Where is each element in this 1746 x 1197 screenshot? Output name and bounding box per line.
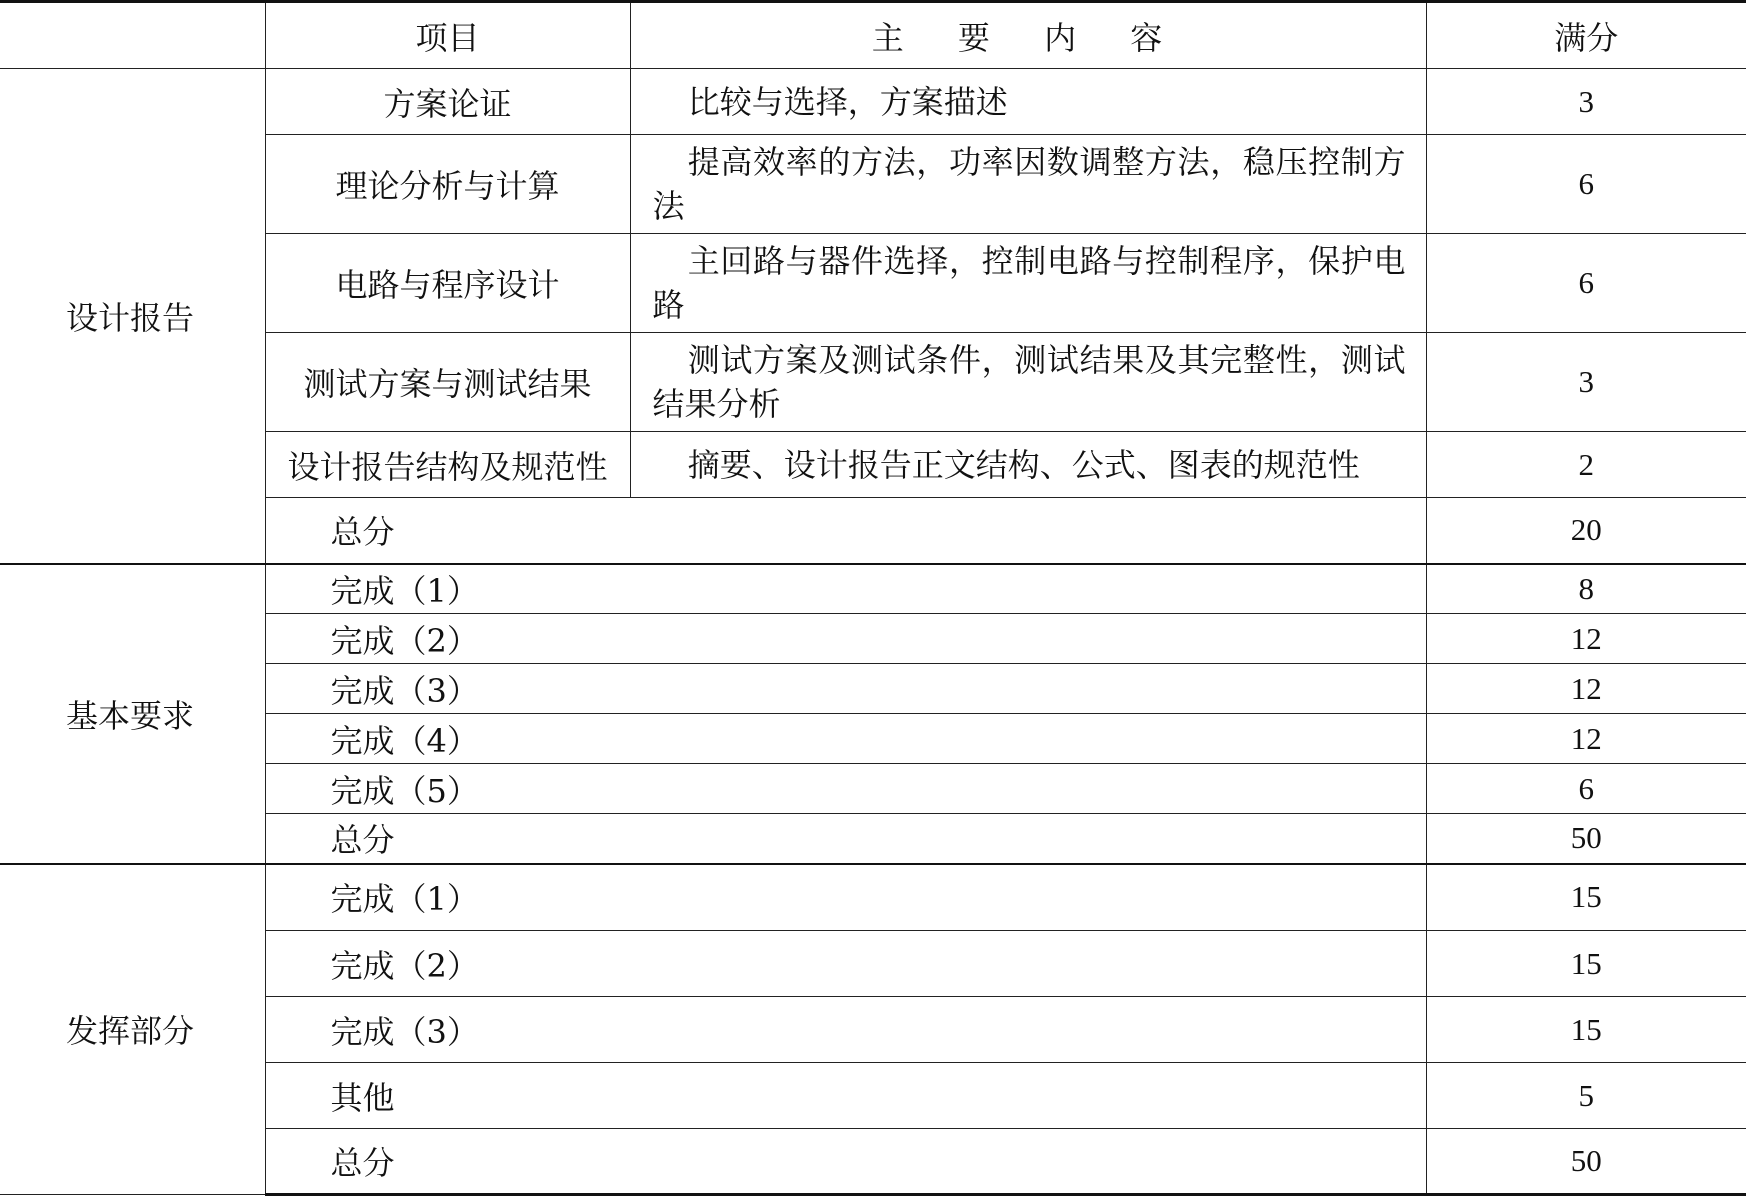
row-item: 设计报告结构及规范性 [265,432,630,498]
row-score: 3 [1426,333,1746,432]
row-score: 12 [1426,614,1746,664]
row-score: 15 [1426,931,1746,997]
row-label: 完成（5） [265,764,1426,814]
header-content: 主 要 内 容 [630,2,1426,69]
row-score: 12 [1426,714,1746,764]
row-score: 6 [1426,234,1746,333]
row-score: 12 [1426,664,1746,714]
row-label: 完成（3） [265,997,1426,1063]
header-group [0,2,265,69]
row-label: 其他 [265,1063,1426,1129]
row-content [630,135,1426,234]
row-label: 完成（4） [265,714,1426,764]
total-score: 50 [1426,1129,1746,1195]
row-score: 3 [1426,69,1746,135]
row-item: 理论分析与计算 [265,135,630,234]
row-score: 5 [1426,1063,1746,1129]
row-content-text: 摘要、设计报告正文结构、公式、图表的规范性 [687,445,1360,484]
row-label: 完成（3） [265,664,1426,714]
header-item: 项目 [265,2,630,69]
row-item: 方案论证 [265,69,630,135]
row-label: 完成（2） [265,931,1426,997]
total-label: 总分 [265,498,1426,564]
row-content-text: 比较与选择，方案描述 [687,82,1008,121]
row-content [630,234,1426,333]
row-score: 6 [1426,135,1746,234]
row-score: 2 [1426,432,1746,498]
header-score: 满分 [1426,2,1746,69]
section-label-design-report: 设计报告 [0,69,265,564]
total-score: 20 [1426,498,1746,564]
row-score: 8 [1426,564,1746,614]
row-label: 完成（1） [265,864,1426,931]
section-label-basic-requirements: 基本要求 [0,564,265,864]
table-row [0,69,1746,135]
section-label-advanced-part: 发挥部分 [0,864,265,1195]
table-row [0,564,1746,614]
row-content [630,432,1426,498]
row-label: 完成（2） [265,614,1426,664]
row-content-text: 测试方案及测试条件，测试结果及其完整性，测试结果分析 [652,341,1406,423]
row-content [630,69,1426,135]
row-content [630,333,1426,432]
total-label: 总分 [265,814,1426,864]
row-item: 电路与程序设计 [265,234,630,333]
row-score: 15 [1426,864,1746,931]
total-score: 50 [1426,814,1746,864]
row-item: 测试方案与测试结果 [265,333,630,432]
row-score: 6 [1426,764,1746,814]
table-row [0,864,1746,931]
row-label: 完成（1） [265,564,1426,614]
row-score: 15 [1426,997,1746,1063]
header-row [0,2,1746,69]
row-content-text: 提高效率的方法，功率因数调整方法，稳压控制方法 [652,143,1406,225]
total-label: 总分 [265,1129,1426,1195]
row-content-text: 主回路与器件选择，控制电路与控制程序，保护电路 [652,242,1406,324]
